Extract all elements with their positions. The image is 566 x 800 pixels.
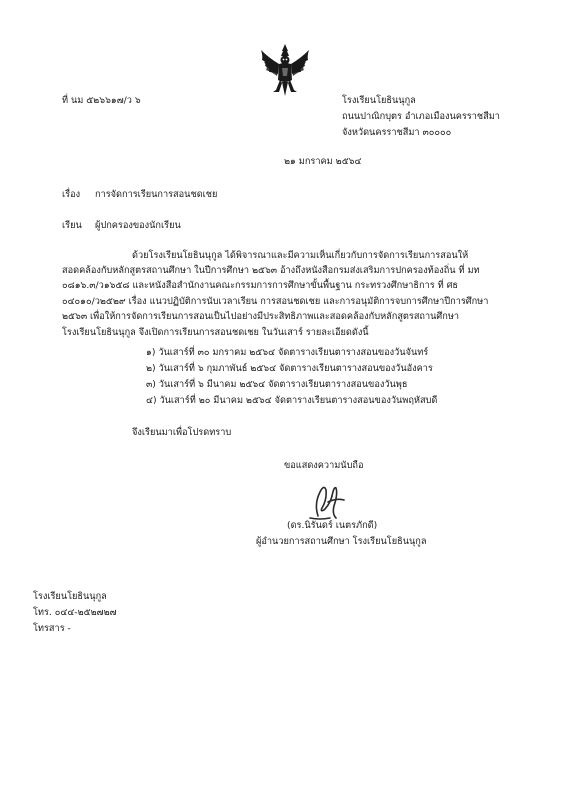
handwritten-signature-icon [300, 478, 356, 524]
body-line: สอดคล้องกับหลักสูตรสถานศึกษา ในปีการศึกษา ๒๕๖๓ อ้างถึงหนังสือกรมส่งเสริมการปกครองท้องถิ่น ที่ มท [62, 265, 480, 276]
closing-text: จึงเรียนมาเพื่อโปรดทราบ [132, 427, 232, 438]
regards-text: ขอแสดงความนับถือ [284, 460, 364, 471]
schedule-item: ๒) วันเสาร์ที่ ๖ กุมภาพันธ์ ๒๕๖๔ จัดตารางเรียนตารางสอนของวันอังคาร [146, 363, 433, 374]
school-address-line-1: ถนนปาณิกบุตร อำเภอเมืองนครราชสีมา [342, 111, 500, 122]
school-address-line-2: จังหวัดนครราชสีมา ๓๐๐๐๐ [342, 127, 452, 138]
body-line: ๒๕๖๓ เพื่อให้การจัดการเรียนการสอนเป็นไปอย่างมีประสิทธิภาพและสอดคล้องกับหลักสูตรสถานศึกษา [62, 311, 460, 322]
subject-text: การจัดการเรียนการสอนชดเชย [95, 189, 218, 200]
footer-school-name: โรงเรียนโยธินนุกูล [33, 591, 107, 602]
recipient-label: เรียน [62, 220, 82, 231]
garuda-emblem-icon [259, 42, 311, 98]
signer-title: ผู้อำนวยการสถานศึกษา โรงเรียนโยธินนุกูล [256, 536, 427, 547]
school-name: โรงเรียนโยธินนุกูล [342, 95, 416, 106]
footer-fax: โทรสาร - [33, 623, 71, 634]
schedule-item: ๓) วันเสาร์ที่ ๖ มีนาคม ๒๕๖๔ จัดตารางเรียนตารางสอนของวันพุธ [146, 379, 408, 390]
body-line: ด้วยโรงเรียนโยธินนุกูล ได้พิจารณาและมีความเห็นเกี่ยวกับการจัดการเรียนการสอนให้ [132, 250, 469, 261]
body-line: ๐๘๑๖.๓/ว๑๖๕๘ และหนังสือสำนักงานคณะกรรมการการศึกษาขั้นพื้นฐาน กระทรวงศึกษาธิการ ที่ ศธ [62, 280, 459, 291]
recipient-text: ผู้ปกครองของนักเรียน [95, 220, 181, 231]
signer-name: (ดร.นิรันดร์ เนตรภักดี) [287, 520, 378, 531]
schedule-item: ๔) วันเสาร์ที่ ๒๐ มีนาคม ๒๕๖๔ จัดตารางเรียนตารางสอนของวันพฤหัสบดี [146, 395, 438, 406]
document-number: ที่ นม ๕๒๖๖๑๗/ว ๖ [62, 95, 141, 106]
body-line: ๐๔๐๑๐/ว๒๕๒๙ เรื่อง แนวปฏิบัติการนับเวลาเรียน การสอนชดเชย และการอนุมัติการจบการศึกษาปีการศึกษา [62, 296, 489, 307]
document-date: ๒๑ มกราคม ๒๕๖๔ [284, 156, 362, 167]
subject-label: เรื่อง [62, 189, 81, 200]
footer-phone: โทร. ๐๔๔-๒๕๒๗๒๗ [33, 607, 117, 618]
body-line: โรงเรียนโยธินนุกูล จึงเปิดการเรียนการสอนชดเชย ในวันเสาร์ รายละเอียดดังนี้ [62, 327, 369, 338]
schedule-item: ๑) วันเสาร์ที่ ๓๐ มกราคม ๒๕๖๔ จัดตารางเรียนตารางสอนของวันจันทร์ [146, 347, 429, 358]
